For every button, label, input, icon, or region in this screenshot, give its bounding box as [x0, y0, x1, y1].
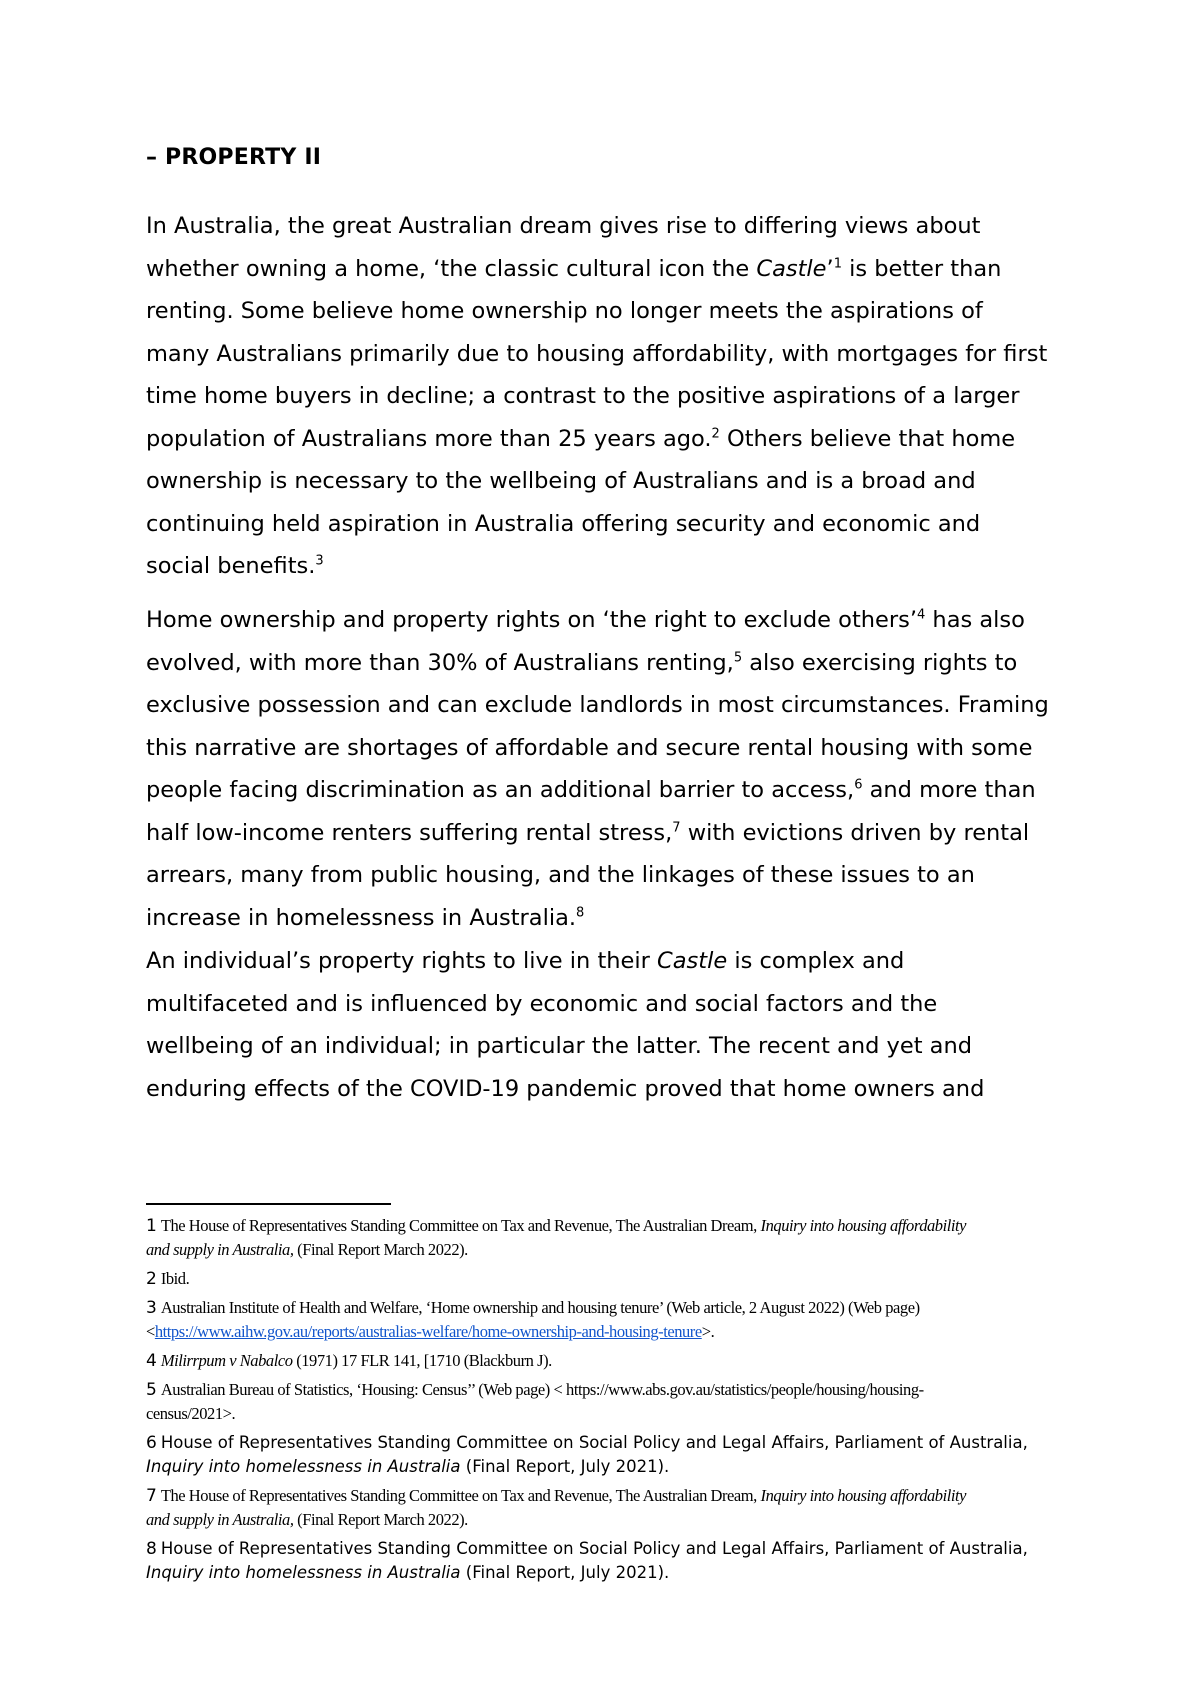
footnote-1: [146, 1214, 1136, 1262]
text-run: >.: [701, 1322, 715, 1341]
text-line: many Australians primarily due to housing affordability, with mortgages for first: [146, 340, 1048, 367]
text-run: Others believe that home: [719, 425, 1016, 452]
footnote-number: 6: [146, 1433, 157, 1453]
footnote-line: [146, 1296, 1136, 1320]
footnote-separator: [146, 1203, 391, 1205]
footnotes: [146, 1214, 1136, 1590]
paragraph-2: [146, 599, 1136, 939]
text-run: and more than: [862, 777, 1036, 803]
text-run: population of Australians more than 25 years ago.: [146, 425, 712, 452]
italic-text: Castle: [756, 255, 827, 282]
footnote-7: [146, 1484, 1136, 1532]
text-line: [146, 545, 1136, 588]
paragraph-1: [146, 205, 1136, 588]
footnote-ref[interactable]: 7: [672, 820, 681, 835]
text-line: time home buyers in decline; a contrast to the positive aspirations of a larger: [146, 383, 1020, 409]
text-line: [146, 812, 1136, 855]
page-title: – PROPERTY II: [146, 145, 322, 170]
footnote-4: [146, 1349, 1136, 1373]
text-run: (1971) 17 FLR 141, [1710 (Blackburn J).: [292, 1351, 552, 1370]
footnote-line: [146, 1455, 1136, 1479]
text-run: is complex and: [727, 948, 905, 974]
text-run: (Final Report March 2022).: [293, 1240, 468, 1259]
text-run: census/2021>.: [146, 1404, 236, 1423]
footnote-ref[interactable]: 8: [576, 905, 585, 920]
text-line: arrears, many from public housing, and the linkages of these issues to an: [146, 862, 975, 888]
footnote-line: [146, 1320, 1136, 1344]
footnote-line: [146, 1537, 1136, 1561]
footnote-line: [146, 1508, 1136, 1532]
text-line: enduring effects of the COVID-19 pandemic proved that home owners and: [146, 1075, 985, 1102]
text-run: (Final Report, July 2021).: [460, 1563, 670, 1582]
text-run: The House of Representatives Standing Committee on Tax and Revenue, The Australian Dream,: [160, 1486, 761, 1505]
text-run: <: [146, 1322, 155, 1341]
text-run: evolved, with more than 30% of Australians renting,: [146, 649, 734, 676]
footnote-number: 5: [146, 1380, 157, 1400]
text-run: (Final Report, July 2021).: [460, 1457, 670, 1476]
footnote-number: 3: [146, 1298, 157, 1318]
text-run: half low-income renters suffering rental stress,: [146, 819, 673, 846]
text-run: also exercising rights to: [742, 649, 1018, 676]
text-run: House of Representatives Standing Committee on Social Policy and Legal Affairs, Parliament of Australia,: [160, 1539, 1028, 1558]
footnote-line: [146, 1378, 1136, 1402]
text-run: Australian Bureau of Statistics, ‘Housing: Census’’ (Web page) < https://www.abs.gov.au/statistics/people/housing/housing-: [160, 1380, 924, 1399]
footnote-number: 1: [146, 1216, 157, 1236]
footnote-3: [146, 1296, 1136, 1344]
text-line: [146, 642, 1136, 685]
footnote-ref[interactable]: 3: [315, 553, 324, 569]
footnote-line: [146, 1431, 1136, 1455]
text-run: (Final Report March 2022).: [293, 1510, 468, 1529]
text-line: [146, 248, 1136, 291]
text-run: increase in homelessness in Australia.: [146, 904, 577, 931]
text-run: is better than: [841, 255, 1002, 282]
footnote-ref[interactable]: 2: [711, 426, 720, 441]
text-run: An individual’s property rights to live in their: [146, 948, 658, 974]
text-run: Australian Institute of Health and Welfare, ‘Home ownership and housing tenure’ (Web article, 2 August 2022) (Web page): [160, 1298, 920, 1317]
aihw-link[interactable]: https://www.aihw.gov.au/reports/australias-welfare/home-ownership-and-housing-tenure: [154, 1322, 702, 1341]
footnote-6: [146, 1431, 1136, 1479]
footnote-number: 7: [146, 1486, 157, 1506]
footnote-8: [146, 1537, 1136, 1585]
text-run: House of Representatives Standing Committee on Social Policy and Legal Affairs, Parliament of Australia,: [160, 1433, 1028, 1452]
text-run: people facing discrimination as an additional barrier to access,: [146, 777, 855, 803]
paragraph-3: [146, 940, 1136, 1110]
footnote-line: [146, 1349, 1136, 1373]
text-line: ownership is necessary to the wellbeing of Australians and is a broad and: [146, 468, 976, 494]
text-run: whether owning a home, ‘the classic cultural icon the: [146, 255, 757, 282]
footnote-ref[interactable]: 5: [733, 650, 743, 665]
text-line: wellbeing of an individual; in particular the latter. The recent and yet and: [146, 1033, 972, 1059]
text-run: with evictions driven by rental: [680, 819, 1030, 846]
text-line: [146, 769, 1136, 812]
footnote-2: [146, 1267, 1136, 1291]
footnote-line: [146, 1484, 1136, 1508]
italic-text: and supply in Australia,: [146, 1510, 294, 1529]
footnote-ref[interactable]: 6: [854, 777, 863, 793]
footnote-number: 4: [146, 1351, 157, 1371]
footnote-line: [146, 1402, 1136, 1426]
footnote-line: [146, 1238, 1136, 1262]
footnote-number: 8: [146, 1539, 157, 1559]
text-line: [146, 897, 1136, 940]
text-run: The House of Representatives Standing Committee on Tax and Revenue, The Australian Dream,: [160, 1216, 761, 1235]
text-line: multifaceted and is influenced by economic and social factors and the: [146, 990, 938, 1017]
italic-text: Inquiry into housing affordability: [760, 1216, 967, 1235]
text-run: has also: [925, 607, 1025, 633]
text-run: social benefits.: [146, 553, 316, 579]
italic-text: Castle: [657, 948, 728, 974]
italic-text: Milirrpum v Nabalco: [160, 1351, 293, 1370]
text-line: continuing held aspiration in Australia offering security and economic and: [146, 510, 981, 537]
italic-text: Inquiry into housing affordability: [760, 1486, 967, 1505]
text-line: renting. Some believe home ownership no longer meets the aspirations of: [146, 298, 983, 324]
footnote-line: [146, 1561, 1136, 1585]
italic-text: and supply in Australia,: [146, 1240, 294, 1259]
text-line: [146, 599, 1136, 642]
italic-text: Inquiry into homelessness in Australia: [146, 1457, 461, 1476]
text-line: exclusive possession and can exclude landlords in most circumstances. Framing: [146, 692, 1049, 718]
text-line: [146, 418, 1136, 461]
text-line: In Australia, the great Australian dream gives rise to differing views about: [146, 213, 981, 239]
text-run: Ibid.: [160, 1269, 190, 1288]
text-run: ’: [826, 255, 834, 282]
text-line: [146, 940, 1136, 983]
footnote-ref[interactable]: 4: [917, 607, 926, 623]
text-line: this narrative are shortages of affordable and secure rental housing with some: [146, 734, 1033, 761]
footnote-5: [146, 1378, 1136, 1426]
footnote-line: [146, 1214, 1136, 1238]
text-run: Home ownership and property rights on ‘the right to exclude others’: [146, 607, 917, 633]
footnote-ref[interactable]: 1: [833, 256, 842, 271]
footnote-number: 2: [146, 1269, 157, 1289]
italic-text: Inquiry into homelessness in Australia: [146, 1563, 461, 1582]
footnote-line: [146, 1267, 1136, 1291]
